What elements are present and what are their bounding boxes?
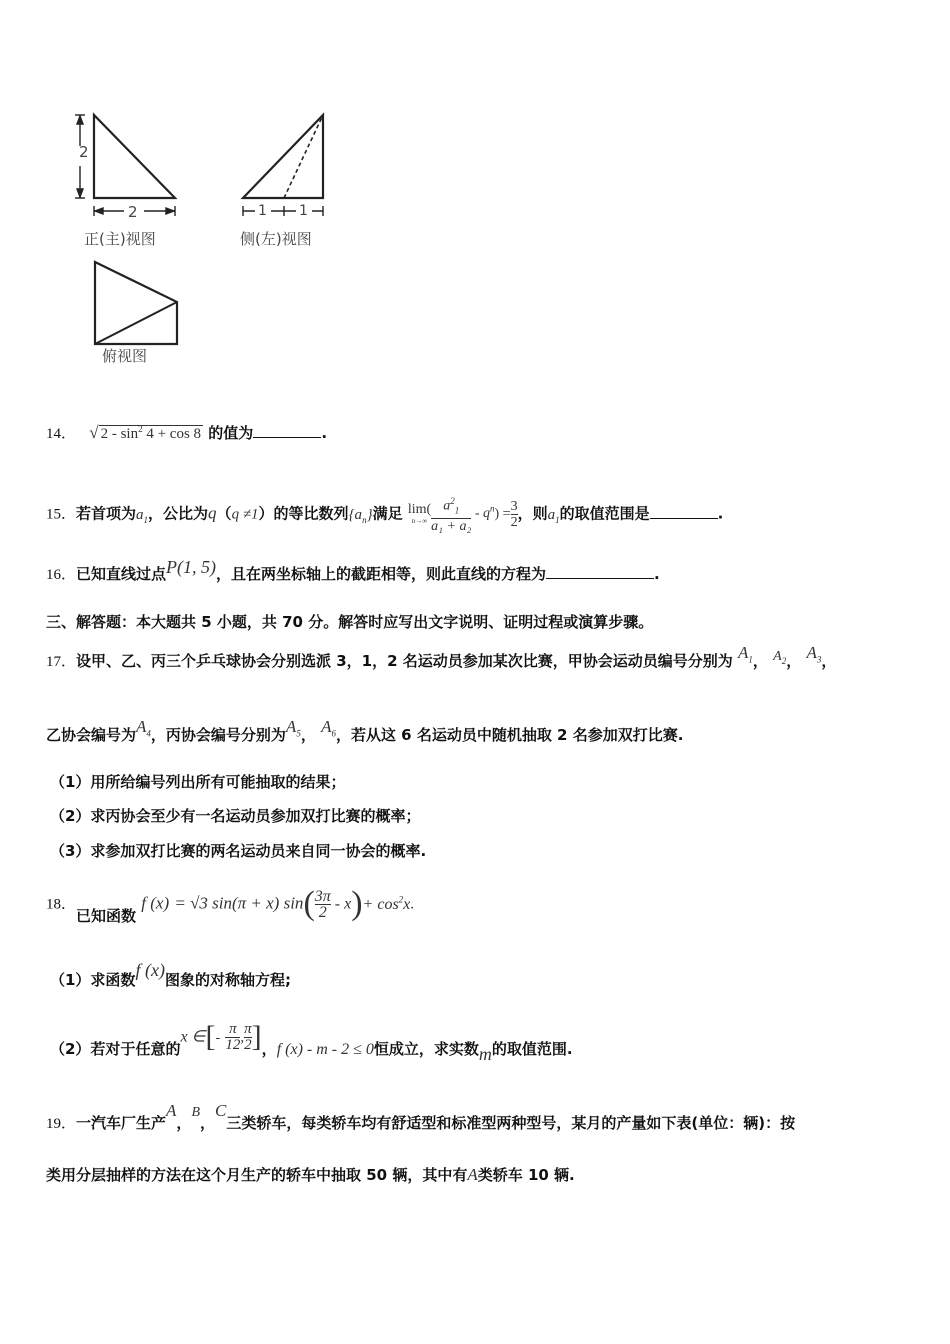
q19-A-2: A — [467, 1165, 478, 1184]
q17-A3: $A_3$ — [806, 643, 822, 665]
q19-B: B — [191, 1105, 200, 1120]
q17-A5: $A_5$ — [285, 717, 301, 739]
q16-point: P(1, 5) — [166, 557, 217, 577]
q18-m: m — [478, 1043, 492, 1064]
section-3-heading: 三、解答题：本大题共 5 小题，共 70 分。解答时应写出文字说明、证明过程或演算步骤。 — [46, 613, 654, 631]
q15-a1-again: $a_1$ — [547, 506, 560, 525]
q19-line2b: 类轿车 10 辆. — [477, 1166, 575, 1184]
q15-seq: $\{a_n\}$ — [348, 506, 373, 525]
q14-expr-a: 2 - sin — [100, 426, 139, 442]
q17-A1: $A_1$ — [738, 643, 753, 665]
q17-A2: $A_2$ — [773, 649, 787, 666]
q19-number: 19． — [46, 1116, 77, 1132]
q14-expr-b: 4 + cos 8 — [142, 426, 202, 442]
side-view-caption: 侧(左)视图 — [240, 230, 312, 248]
q14-radical: √ $2 - \sin^2 4 + \cos 8$ — [89, 423, 202, 442]
q18-expr2: - x — [334, 895, 352, 913]
q17-part-3: （3）求参加双打比赛的两名运动员来自同一协会的概率. — [50, 842, 427, 860]
q15-a1: $a_1$ — [136, 506, 149, 525]
q16-t2: ，且在两坐标轴上的截距相等，则此直线的方程为 — [216, 565, 547, 583]
q17-A4: $A_4$ — [136, 717, 151, 739]
q18-number: 18． — [46, 896, 77, 913]
q16-end: . — [654, 565, 660, 583]
front-view-caption: 正(主)视图 — [84, 230, 156, 248]
q15-t2: ，公比为 — [148, 504, 209, 523]
q18-part-1: （1）求函数f (x)图象的对称轴方程; — [50, 960, 291, 989]
q16-number: 16． — [46, 567, 77, 583]
q15-answer-blank[interactable] — [650, 504, 718, 519]
q14-number: 14． — [46, 426, 77, 442]
q17-part-2: （2）求丙协会至少有一名运动员参加双打比赛的概率； — [50, 807, 421, 825]
q15-cond: q ≠1 — [231, 506, 259, 523]
side-view-shape — [243, 115, 323, 198]
top-view-caption: 俯视图 — [102, 347, 148, 365]
front-width-label: 2 — [128, 203, 138, 221]
q18-inequality: f (x) - m - 2 ≤ 0 — [276, 1040, 374, 1058]
q18-f-part1: f (x) — [135, 960, 165, 980]
q14-end: . — [321, 424, 328, 442]
side-right-label: 1 — [299, 203, 308, 219]
q17-A6: $A_6$ — [321, 717, 336, 739]
q14-answer-blank[interactable] — [253, 423, 321, 438]
q19-line2a: 类用分层抽样的方法在这个月生产的轿车中抽取 50 辆，其中有 — [46, 1166, 468, 1184]
q15-t4: ）的等比数列 — [258, 504, 349, 523]
q17-line2a: 乙协会编号为 — [46, 726, 137, 744]
q14-exp: 2 — [138, 424, 143, 434]
top-view-shape — [95, 262, 177, 344]
q15-t5: 满足 — [372, 504, 403, 523]
side-left-label: 1 — [258, 203, 267, 219]
q16-answer-blank[interactable] — [546, 564, 654, 579]
q19-t2: 三类轿车，每类轿车均有舒适型和标准型两种型号，某月的产量如下表(单位：辆)：按 — [226, 1114, 796, 1132]
q15-number: 15． — [46, 506, 77, 523]
q15-q: q — [208, 503, 217, 523]
question-19-line-2 — [46, 1164, 575, 1185]
q18-expr1: = √3 sin(π + x) sin — [174, 893, 304, 913]
q18-frac-den: 2 — [315, 904, 331, 920]
question-17-line-1: 17．设甲、乙、丙三个乒乓球协会分别选派 3，1，2 名运动员参加某次比赛，甲协会运动员编号分别为 $A_1$， $A_2$， $A_3$， — [46, 643, 837, 670]
q18-frac-num: 3π — [314, 887, 331, 905]
q15-t7: 的取值范围是 — [559, 504, 650, 523]
q17-line2b: ，丙协会编号分别为 — [150, 726, 286, 744]
q17-line2c: ，若从这 6 名运动员中随机抽取 2 名参加双打比赛. — [335, 726, 684, 744]
question-15 — [46, 494, 723, 534]
q16-t1: 已知直线过点 — [76, 565, 167, 583]
q19-t1: 一汽车厂生产 — [76, 1114, 167, 1132]
q18-part-2: （2）若对于任意的x ∈[- $\frac{\pi}{12}$ , $\frac{\pi}{2}$ ]，f (x) - m - 2 ≤ 0恒成立，求实数m的取值范围. — [50, 1020, 573, 1064]
q19-C: C — [215, 1101, 227, 1120]
q15-t3: （ — [216, 504, 232, 523]
q18-f: f (x) — [141, 893, 170, 913]
q17-line1: 设甲、乙、丙三个乒乓球协会分别选派 3，1，2 名运动员参加某次比赛，甲协会运动员编号分别为 — [76, 652, 733, 670]
q18-x-in: x ∈ — [180, 1028, 206, 1046]
q17-part-1: （1）用所给编号列出所有可能抽取的结果； — [50, 773, 346, 791]
q15-end: . — [717, 504, 724, 523]
q15-t6: ，则 — [517, 504, 548, 523]
q18-t1: 已知函数 — [76, 906, 137, 925]
q19-A: A — [166, 1101, 177, 1120]
front-height-label: 2 — [79, 143, 89, 161]
question-17-line-2: 乙协会编号为$A_4$，丙协会编号分别为$A_5$， $A_6$，若从这 6 名运动员中随机抽取 2 名参加双打比赛. — [46, 717, 684, 744]
q14-text: 的值为 — [208, 424, 254, 442]
q17-number: 17． — [46, 654, 77, 670]
question-18: 18．已知函数 f (x) = √3 sin(π + x) sin( $\frac{3\pi}{2}$ - $x)+ \cos^2x$. — [46, 885, 415, 925]
question-19-line-1: 19．一汽车厂生产A，B，C三类轿车，每类轿车均有舒适型和标准型两种型号，某月的产量如下表(单位：辆)：按 — [46, 1101, 796, 1132]
q15-t1: 若首项为 — [76, 504, 137, 523]
q15-limit-expr: lim( n→∞ $\frac{a^2_1}{\text{a₁ + a₂}}$ - $q^n$) = $\frac{3}{2}$ — [407, 496, 518, 535]
q18-expr3: + $\cos^2x$ — [362, 894, 411, 913]
front-view-triangle — [94, 115, 175, 198]
question-16 — [46, 557, 660, 584]
question-14 — [46, 422, 327, 443]
